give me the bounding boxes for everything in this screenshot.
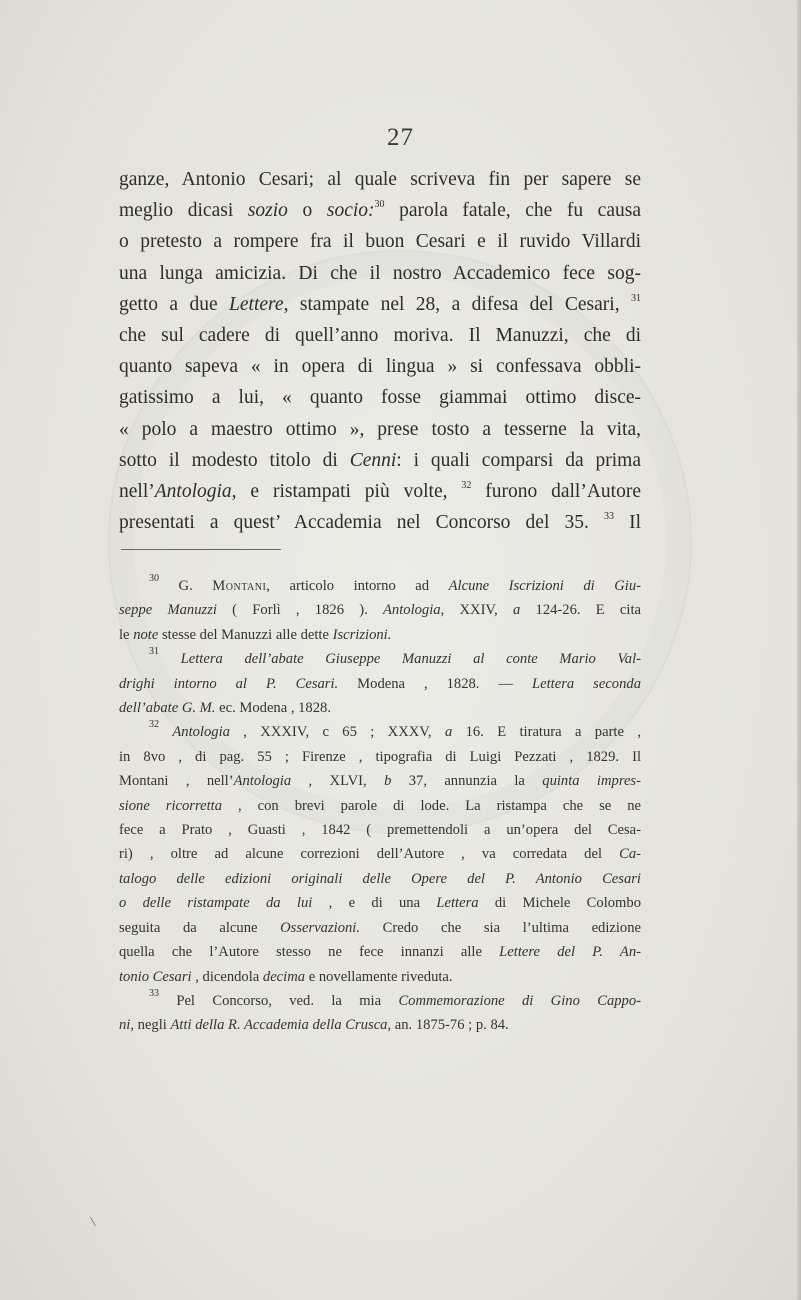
italic-text: seppe Manuzzi bbox=[119, 602, 217, 619]
text-run: Montani , nell’ bbox=[119, 773, 234, 790]
text-run: nell’ bbox=[119, 481, 155, 503]
text-run: parola fatale, che fu causa bbox=[384, 200, 641, 222]
page-edge bbox=[797, 0, 801, 1300]
text-run: le bbox=[119, 626, 134, 643]
text-run: quanto sapeva « in opera di lingua » si confessava obbli- bbox=[119, 356, 641, 378]
italic-text: Lettera bbox=[436, 895, 479, 912]
italic-text: Lettera seconda bbox=[532, 675, 641, 692]
footnote-line bbox=[119, 867, 641, 891]
text-line bbox=[119, 414, 641, 445]
footnote-marker: 33 bbox=[603, 511, 614, 523]
footnote bbox=[119, 720, 641, 988]
text-run: , e di una bbox=[312, 895, 437, 912]
footnote-line bbox=[119, 598, 641, 622]
text-run: in 8vo , di pag. 55 ; Firenze , tipografia di Luigi Pezzati , 1829. Il bbox=[119, 748, 641, 765]
text-run: ri) , oltre ad alcune correzioni dell’Autore , va corredata del bbox=[119, 846, 620, 863]
text-run: , XXIV, bbox=[440, 602, 513, 619]
text-line bbox=[119, 382, 641, 413]
text-line bbox=[119, 289, 641, 320]
text-run: o bbox=[287, 200, 327, 222]
italic-text: Cenni bbox=[349, 449, 397, 471]
text-run: Modena , 1828. — bbox=[338, 675, 533, 692]
italic-text: Lettera dell’abate Giuseppe Manuzzi al conte Mario Val- bbox=[180, 651, 642, 668]
text-run: ec. Modena , 1828. bbox=[215, 700, 331, 717]
footnote-line bbox=[119, 842, 641, 866]
text-run: di Michele Colombo bbox=[478, 895, 641, 912]
italic-text: sione ricorretta bbox=[119, 797, 223, 814]
italic-text: Lettere bbox=[229, 293, 284, 315]
text-run: , an. 1875-76 ; p. 84. bbox=[387, 1017, 509, 1034]
italic-text: a bbox=[444, 724, 453, 741]
text-run bbox=[159, 724, 172, 740]
text-run: 16. E tiratura a parte , bbox=[452, 724, 641, 741]
text-run: : i quali comparsi da prima bbox=[396, 449, 641, 471]
text-run: , XXXIV, c 65 ; XXXV, bbox=[229, 724, 445, 741]
text-run: Credo che sia l’ultima edizione bbox=[360, 919, 642, 936]
italic-text: dell’abate G. M. bbox=[119, 700, 216, 717]
text-run: e novellamente riveduta. bbox=[305, 968, 453, 985]
footnote-line bbox=[119, 623, 641, 647]
footnote-line bbox=[119, 720, 641, 744]
main-text bbox=[119, 164, 641, 538]
footnote-divider bbox=[121, 549, 281, 550]
italic-text: decima bbox=[262, 968, 306, 985]
italic-text: Antologia, bbox=[154, 481, 237, 503]
text-run: una lunga amicizia. Di che il nostro Accademico fece sog- bbox=[119, 262, 641, 284]
italic-text: ni bbox=[119, 1017, 131, 1034]
text-run: G. bbox=[159, 578, 213, 594]
footnote-marker: 31 bbox=[149, 646, 159, 658]
footnote-line bbox=[119, 818, 641, 842]
text-run: ganze, Antonio Cesari; al quale scriveva fin per sapere se bbox=[119, 169, 641, 190]
text-run: « polo a maestro ottimo », prese tosto a tesserne la vita, bbox=[119, 418, 641, 440]
italic-text: Osservazioni. bbox=[280, 919, 361, 936]
text-line bbox=[119, 445, 641, 476]
footnote-marker: 32 bbox=[461, 480, 472, 492]
text-run: che sul cadere di quell’anno moriva. Il Manuzzi, che di bbox=[119, 325, 641, 347]
footnote-marker: 33 bbox=[149, 987, 159, 999]
small-caps-name: Montani bbox=[212, 578, 267, 594]
text-run: quella che l’Autore stesso ne fece innanzi alle bbox=[119, 944, 500, 961]
text-line bbox=[119, 195, 641, 226]
italic-text: tonio Cesari bbox=[119, 968, 192, 985]
text-run: sotto il modesto titolo di bbox=[119, 449, 350, 471]
footnote-line bbox=[119, 672, 641, 696]
footnote-line bbox=[119, 940, 641, 964]
text-line bbox=[119, 258, 641, 289]
italic-text: b bbox=[384, 773, 392, 790]
text-run: getto a due bbox=[119, 293, 230, 315]
text-run: , XLVI, bbox=[291, 773, 385, 790]
footnote bbox=[119, 647, 641, 720]
ink-mark bbox=[90, 1214, 101, 1226]
text-run: 37, annunzia la bbox=[391, 773, 543, 790]
italic-text: Lettere del P. An- bbox=[499, 944, 641, 961]
text-run bbox=[159, 651, 181, 667]
footnote-marker: 32 bbox=[149, 719, 159, 731]
italic-text: quinta impres- bbox=[542, 773, 641, 790]
italic-text: talogo delle edizioni originali delle Opere del P. Antonio Cesari bbox=[119, 870, 641, 887]
text-run: furono dall’Autore bbox=[471, 481, 641, 503]
italic-text: note bbox=[133, 626, 159, 643]
text-run: ( Forlì , 1826 ). bbox=[216, 602, 384, 619]
footnote bbox=[119, 574, 641, 647]
text-run: gatissimo a lui, « quanto fosse giammai ottimo disce- bbox=[119, 387, 641, 409]
footnote-marker: 30 bbox=[374, 199, 385, 211]
italic-text: Antologia bbox=[172, 724, 230, 741]
text-run: fece a Prato , Guasti , 1842 ( premettendoli a un’opera del Cesa- bbox=[119, 822, 641, 839]
italic-text: Ca- bbox=[619, 846, 641, 863]
text-run: Il bbox=[613, 512, 641, 534]
text-run: , dicendola bbox=[191, 968, 263, 985]
italic-text: sozio bbox=[247, 200, 288, 222]
footnote-line bbox=[119, 769, 641, 793]
italic-text: Antologia bbox=[233, 773, 292, 790]
page-number: 27 bbox=[387, 124, 414, 151]
footnote-line bbox=[119, 916, 641, 940]
footnote bbox=[119, 989, 641, 1038]
italic-text: Alcune Iscrizioni di Giu- bbox=[448, 578, 641, 594]
footnote-line bbox=[119, 794, 641, 818]
footnote-line bbox=[119, 647, 641, 671]
text-run: , articolo intorno ad bbox=[266, 578, 449, 594]
text-run: , con brevi parole di lode. La ristampa che se ne bbox=[222, 797, 641, 814]
text-run: e ristampati più volte, bbox=[236, 481, 462, 503]
text-run: Pel Concorso, ved. la mia bbox=[159, 992, 399, 1009]
footnote-line bbox=[119, 745, 641, 769]
italic-text: socio: bbox=[326, 200, 375, 222]
text-line bbox=[119, 164, 641, 195]
text-line bbox=[119, 320, 641, 351]
italic-text: Atti della R. Accademia della Crusca bbox=[170, 1017, 388, 1034]
italic-text: Antologia bbox=[383, 602, 441, 619]
italic-text: Iscrizioni. bbox=[332, 626, 392, 643]
text-run: , negli bbox=[130, 1017, 171, 1034]
text-line bbox=[119, 351, 641, 382]
footnote-line bbox=[119, 574, 641, 598]
text-run: stesse del Manuzzi alle dette bbox=[158, 626, 333, 643]
text-run: 124-26. E cita bbox=[520, 602, 641, 619]
italic-text: o delle ristampate da lui bbox=[119, 895, 313, 912]
italic-text: Commemorazione di Gino Cappo- bbox=[398, 992, 641, 1009]
text-run: presentati a quest’ Accademia nel Concorso del 35. bbox=[119, 512, 604, 534]
footnote-line bbox=[119, 696, 641, 720]
text-run: meglio dicasi bbox=[119, 200, 248, 222]
italic-text: drighi intorno al P. Cesari. bbox=[119, 675, 339, 692]
italic-text: a bbox=[512, 602, 521, 619]
footnote-line bbox=[119, 989, 641, 1013]
footnote-line bbox=[119, 965, 641, 989]
text-line bbox=[119, 226, 641, 257]
text-run: o pretesto a rompere fra il buon Cesari e il ruvido Villardi bbox=[119, 231, 641, 253]
footnote-marker: 30 bbox=[149, 573, 159, 584]
footnote-line bbox=[119, 891, 641, 915]
text-line bbox=[119, 507, 641, 538]
text-line bbox=[119, 476, 641, 507]
footnote-marker: 31 bbox=[631, 292, 641, 304]
text-run: , stampate nel 28, a difesa del Cesari, bbox=[283, 293, 631, 315]
footnote-line bbox=[119, 1013, 641, 1037]
footnotes bbox=[119, 574, 641, 1038]
text-run: seguita da alcune bbox=[119, 919, 281, 936]
